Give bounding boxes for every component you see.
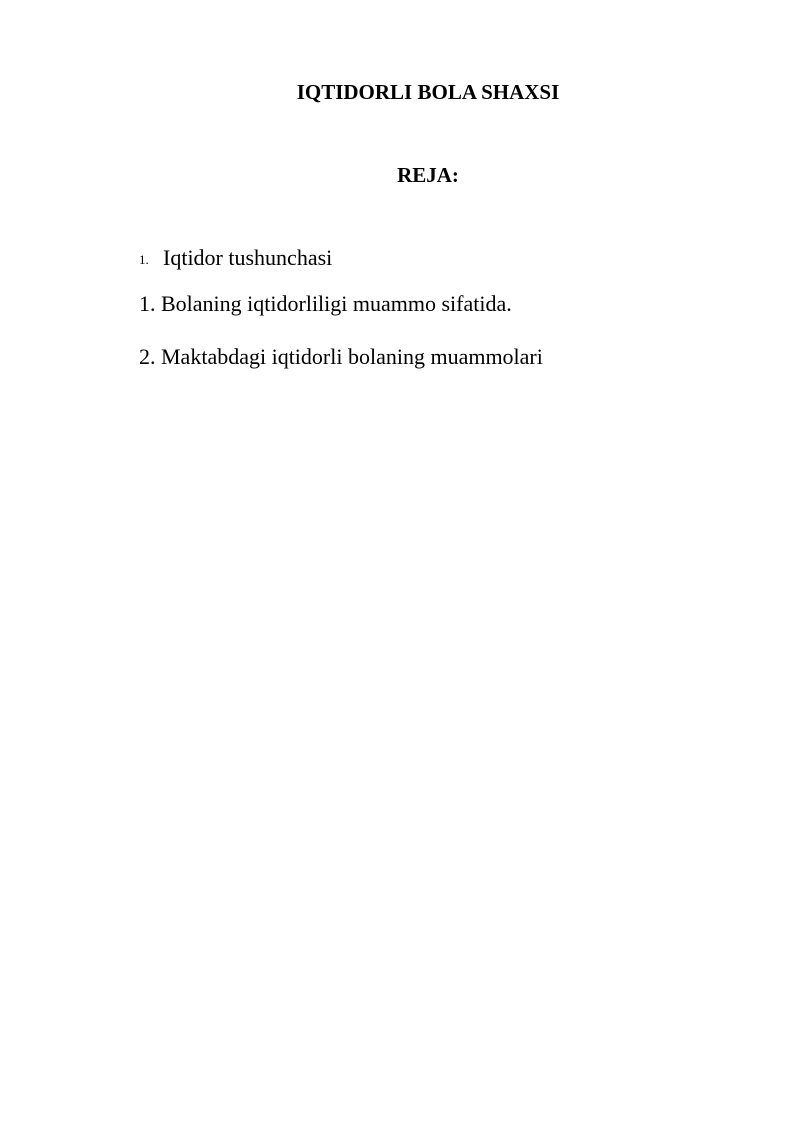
document-title: IQTIDORLI BOLA SHAXSI [296,80,560,104]
plan-item-marker: 1. [139,252,149,267]
plan-item: 2. Maktabdagi iqtidorli bolaning muammolari [139,344,543,369]
plan-item: 1. Bolaning iqtidorliligi muammo sifatida. [139,291,512,316]
plan-item-text: Iqtidor tushunchasi [163,245,333,270]
plan-item [139,244,332,274]
plan-heading: REJA: [397,163,459,187]
